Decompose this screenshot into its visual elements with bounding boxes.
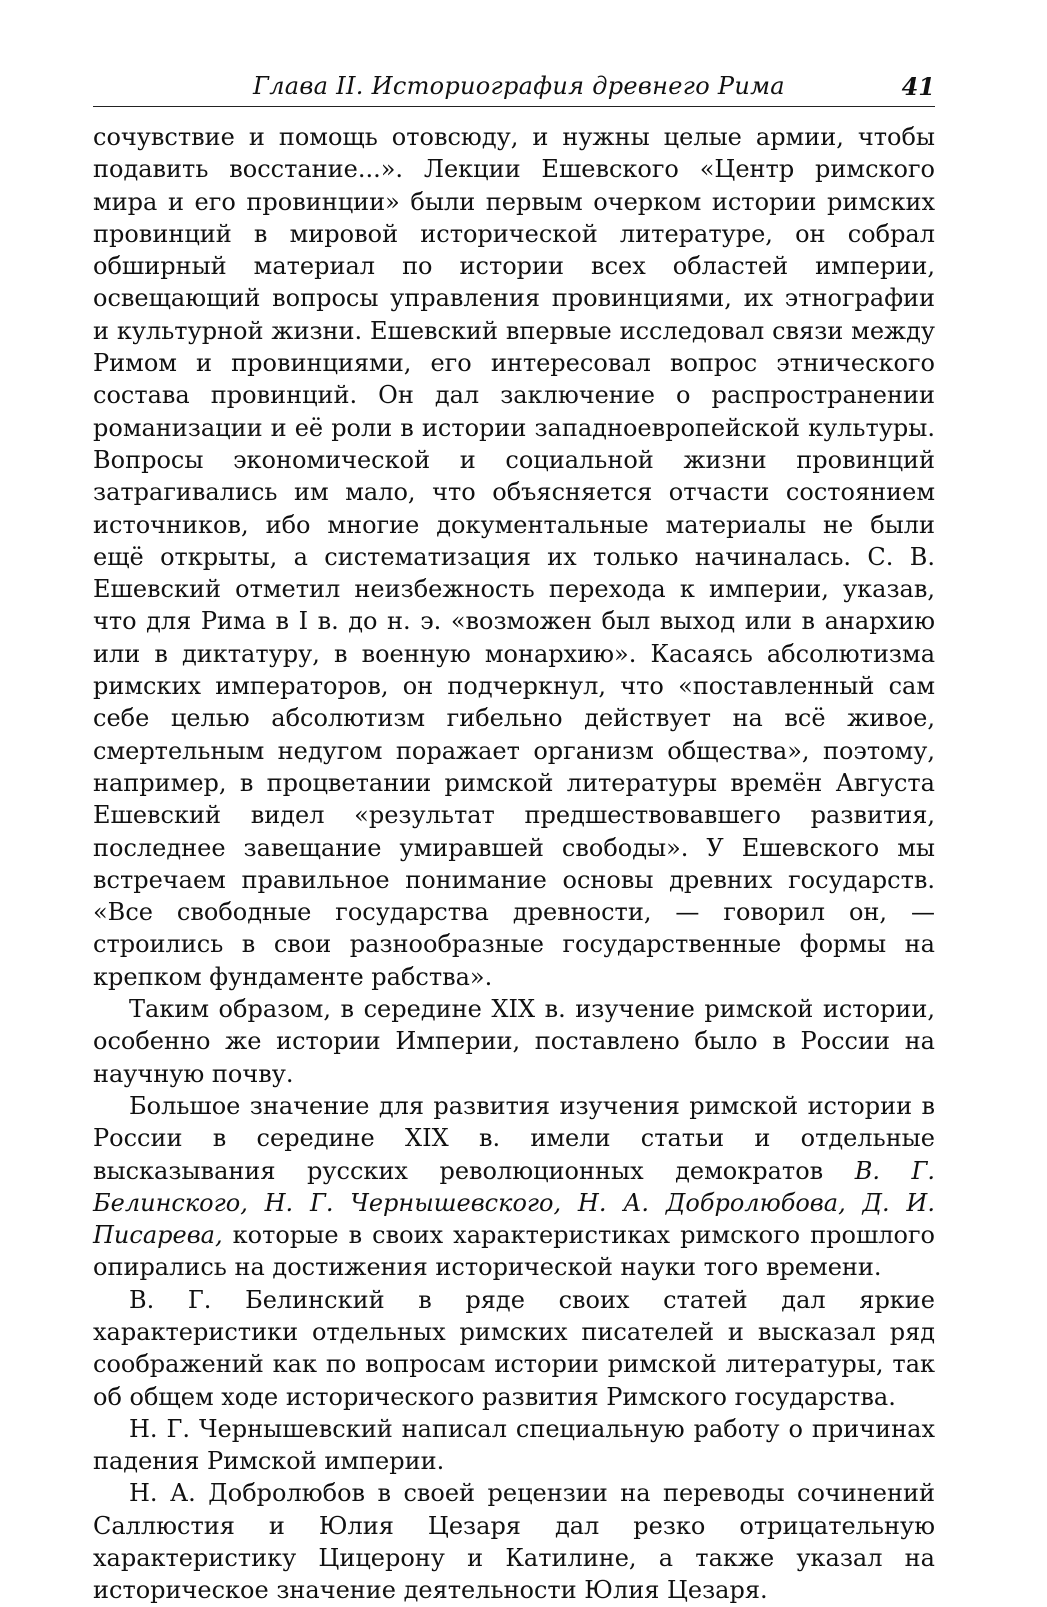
paragraph-chernyshevsky: Н. Г. Чернышевский написал специальную работу о причинах падения Римской империи. [93,1414,935,1476]
paragraph-summary: Таким образом, в середине XIX в. изучение римской истории, особенно же истории Империи, поставлено было в России на научную почву. [93,995,935,1088]
running-head [93,64,935,107]
paragraph-democrats [93,1090,935,1284]
chapter-title: Глава II. Историография древнего Рима [253,72,785,100]
paragraph-democrats-end: которые в своих характеристиках римского прошлого опирались на достижения исторической науки того времени. [93,1221,935,1282]
page-number: 41 [901,72,935,101]
paragraph-belinsky: В. Г. Белинский в ряде своих статей дал яркие характеристики отдельных римских писателей и высказал ряд соображений как по вопросам истории римской литературы, так об общем ходе исторического развития Римского государства. [93,1285,935,1411]
paragraph-democrats-intro: Большое значение для развития изучения римской истории в России в середине XIX в. имели статьи и отдельные высказывания русских революционных демократов [93,1091,935,1185]
paragraph-continued: сочувствие и помощь отовсюду, и нужны целые армии, чтобы подавить восстание...». Лекции Ешевского «Центр римского мира и его провинции» были первым очерком истории римских провинций в мировой исторической литературе, он собрал обширный материал по истории всех областей империи, освещающий вопросы управления провинциями, их этнографии и культурной жизни. Ешевский впервые исследовал связи между Римом и провинциями, его интересовал вопрос этнического состава провинций. Он дал заключение о распространении романизации и её роли в истории западноевропейской культуры. Вопросы экономической и социальной жизни провинций затрагивались им мало, что объясняется отчасти состоянием источников, ибо многие документальные материалы не были ещё открыты, а систематизация их только начиналась. С. В. Ешевский отметил неизбежность перехода к империи, указав, что для Рима в I в. до н. э. «возможен был выход или в анархию или в диктатуру, в военную монархию». Касаясь абсолютизма римских императоров, он подчеркнул, что «поставленный сам себе целью абсолютизм гибельно действует на всё живое, смертельным недугом поражает организм общества», поэтому, например, в процветании римской литературы времён Августа Ешевский видел «результат предшествовавшего развития, последнее завещание умиравшей свободы». У Ешевского мы встречаем правильное понимание основы древних государств. «Все свободные государства древности, — говорил он, — строились в свои разнообразные государственные формы на крепком фундаменте рабства». [93,123,935,991]
democrats-names: В. Г. Белинского, Н. Г. Чернышевского, Н. А. Добролюбова, Д. И. Писарева, [93,1156,935,1250]
book-page [93,64,935,1607]
paragraph-dobrolyubov: Н. А. Добролюбов в своей рецензии на переводы сочинений Саллюстия и Юлия Цезаря дал резко отрицательную характеристику Цицерону и Катилине, а также указал на историческое значение деятельности Юлия Цезаря. [93,1479,935,1605]
body-text [93,121,935,1607]
